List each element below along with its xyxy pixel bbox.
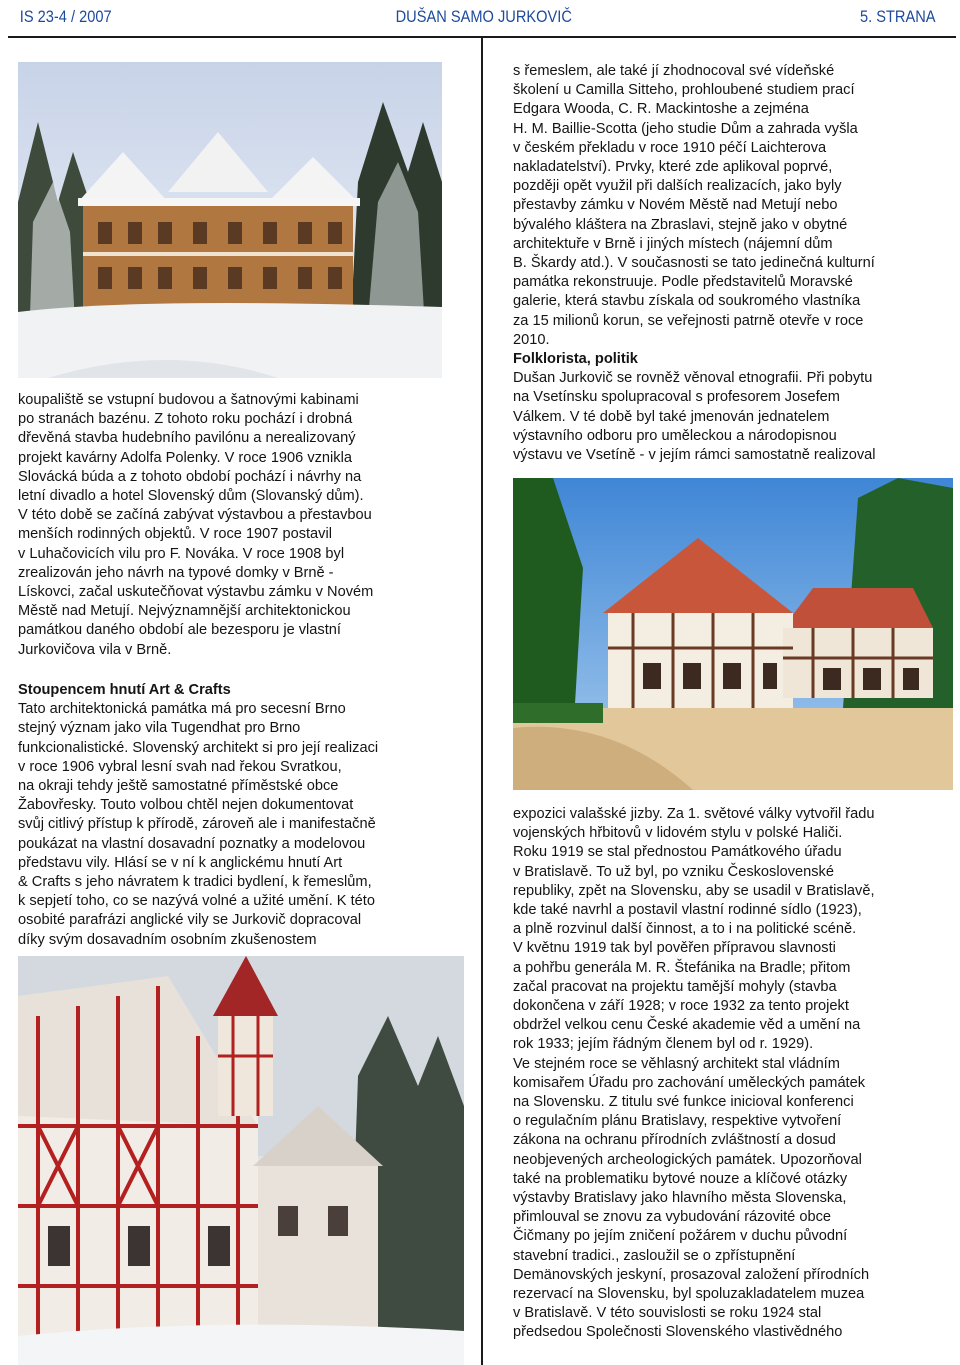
text-line: přestavby zámku v Novém Městě nad Metují nebo xyxy=(513,197,838,214)
left-column-text-b xyxy=(18,681,464,950)
text-line: koupaliště se vstupní budovou a šatnovými kabinami xyxy=(18,392,359,408)
text-line: vojenských hřbitovů v lidovém stylu v polské Haliči. xyxy=(513,825,843,842)
text-line: v roce 1906 vybral lesní svah nad řekou Svratkou, xyxy=(18,758,342,775)
text-line: představu vily. Hlásí se v ní k anglickému hnutí Art xyxy=(18,854,343,871)
text-line: osobité parafrázi anglické vily se Jurkovič dopracoval xyxy=(18,912,362,929)
text-line: Dušan Jurkovič se rovněž věnoval etnografii. Při pobytu xyxy=(513,370,873,387)
text-line: zrealizován jeho návrh na typové domky v Brně - xyxy=(18,564,334,581)
text-line: H. M. Baillie-Scotta (jeho studie Dům a zahrada vyšla xyxy=(513,120,858,137)
text-line: svůj citlivý přístup k přírodě, zároveň ale i manifestačně xyxy=(18,816,376,833)
text-line: v Bratislavě. To už byl, po vzniku Československé xyxy=(513,863,834,880)
text-line: školení u Camilla Sitteho, prohloubené studiem prací xyxy=(513,82,855,99)
photo-timber-house-winter xyxy=(18,956,464,1365)
text-line: po stranách bazénu. Z tohoto roku pochází i drobná xyxy=(18,411,353,428)
photo-summer-villa-icon xyxy=(513,478,953,790)
text-line: na Vsetínsku spolupracoval s profesorem Josefem xyxy=(513,389,840,406)
text-line: v Luhačovicích vilu pro F. Nováka. V roce 1908 byl xyxy=(18,545,345,562)
text-line: galerie, která stavbu získala od soukromého vlastníka xyxy=(513,293,861,310)
photo-winter-villa-icon xyxy=(18,62,442,378)
text-line: výstavu ve Vsetíně - v jejím rámci samostatně realizoval xyxy=(513,447,876,464)
text-line: Válkem. V té době byl také jmenován jednatelem xyxy=(513,408,830,425)
photo-summer-villa xyxy=(513,478,953,790)
text-line: památka rekonstruuje. Podle představitelů Moravské xyxy=(513,274,853,291)
text-line: Edgara Wooda, C. R. Mackintoshe a zejména xyxy=(513,101,809,118)
issue-label: IS 23-4 / 2007 xyxy=(19,7,112,26)
text-line: Roku 1919 se stal přednostou Památkového úřadu xyxy=(513,844,842,861)
text-line: Lískovci, začal uskutečňovat výstavbu zámku v Novém xyxy=(18,584,374,601)
text-line: výstavního odboru pro uměleckou a národopisnou xyxy=(513,427,837,444)
text-line: Žabovřesky. Touto volbou chtěl nejen dokumentovat xyxy=(18,797,354,814)
text-line: nakladatelství). Prvky, které zde aplikoval poprvé, xyxy=(513,159,833,176)
text-line: předsedou Společnosti Slovenského vlastivědného xyxy=(513,1324,843,1341)
column-divider xyxy=(481,37,483,1365)
text-line: 2010. xyxy=(513,331,550,348)
text-line: v Bratislavě. V této souvislosti se roku 1924 stal xyxy=(513,1305,822,1322)
text-line: zákona na ochranu přírodních zvláštností a dosud xyxy=(513,1132,836,1149)
text-line: díky svým dosavadním osobním zkušenostem xyxy=(18,931,317,948)
text-line: neobjevených archeologických památek. Upozorňoval xyxy=(513,1151,862,1168)
text-line: Jurkovičova vila v Brně. xyxy=(18,641,172,658)
text-line: za 15 milionů korun, se veřejnosti patrně otevře v roce xyxy=(513,312,864,329)
photo-winter-villa xyxy=(18,62,442,378)
text-line: k sepjetí toho, co se nazývá volné a užité umění. K této xyxy=(18,893,375,910)
text-line: expozici valašské jizby. Za 1. světové války vytvořil řadu xyxy=(513,806,875,822)
text-line: funkcionalistické. Slovenský architekt si pro její realizaci xyxy=(18,739,379,756)
text-line: rezervací na Slovensku, byl spoluzakladatelem muzea xyxy=(513,1286,865,1303)
right-column-text-a xyxy=(513,62,953,465)
text-line: & Crafts s jeho návratem k tradici bydlení, k řemeslům, xyxy=(18,874,372,891)
text-line: v českém překladu v roce 1910 péčí Laichterova xyxy=(513,139,827,156)
text-line: V této době se začíná zabývat výstavbou a přestavbou xyxy=(18,507,372,524)
text-line: později opět využil při dalších realizacích, jako byly xyxy=(513,178,842,195)
text-line: komisařem Úřadu pro zachování uměleckých památek xyxy=(513,1074,866,1091)
text-line: stavební tradici., zasloužil se o zpřístupnění xyxy=(513,1247,796,1264)
right-column-text-b xyxy=(513,805,953,1343)
text-line: výstavby Bratislavy jako hlavního města Slovenska, xyxy=(513,1190,847,1207)
left-column-text-a xyxy=(18,391,464,660)
section-heading-folklorist: Folklorista, politik xyxy=(513,351,638,368)
page-number: 5. STRANA xyxy=(860,7,936,26)
text-line: rok 1933; jejím řádným členem byl od r. 1929). xyxy=(513,1036,814,1053)
text-line: Slovácká búda a z tohoto období pochází i návrhy na xyxy=(18,468,362,485)
text-line: kde také navrhl a postavil vlastní rodinné sídlo (1923), xyxy=(513,902,862,919)
text-line: dokončena v září 1928; v roce 1932 za tento projekt xyxy=(513,998,849,1015)
text-line: poukázat na vlastní dosavadní poznatky a modelovou xyxy=(18,835,366,852)
text-line: V květnu 1919 tak byl pověřen přípravou slavnosti xyxy=(513,940,836,957)
text-line: s řemeslem, ale také jí zhodnocoval své vídeňské xyxy=(513,63,835,79)
photo-timber-house-winter-icon xyxy=(18,956,464,1365)
text-line: B. Škardy atd.). V současnosti se tato jedinečná kulturní xyxy=(513,255,875,272)
text-line: přimlouval se znovu za vybudování rázovité obce xyxy=(513,1209,831,1226)
page-header xyxy=(0,0,936,34)
text-line: Tato architektonická památka má pro secesní Brno xyxy=(18,701,346,718)
text-line: a plně rozvinul další činnost, a to i na politické scéně. xyxy=(513,921,857,938)
text-line: dřevěná stavba hudebního pavilónu a nerealizovaný xyxy=(18,430,356,447)
text-line: začal pracovat na projektu tamější mohyly (stavba xyxy=(513,978,837,995)
text-line: bývalého kláštera na Zbraslavi, stejně jako v obytné xyxy=(513,216,848,233)
text-line: stejný význam jako vila Tugendhat pro Brno xyxy=(18,720,301,737)
text-line: letní divadlo a hotel Slovenský dům (Slovanský dům). xyxy=(18,488,364,505)
text-line: památkou daného období ale bezesporu je vlastní xyxy=(18,622,341,639)
text-line: projekt kavárny Adolfa Polenky. V roce 1906 vznikla xyxy=(18,449,352,466)
text-line: Demänovských jeskyní, prosazoval založení přírodních xyxy=(513,1266,870,1283)
text-line: také na problematiku bytové nouze a klíčové otázky xyxy=(513,1170,848,1187)
article-title: DUŠAN SAMO JURKOVIČ xyxy=(395,7,572,26)
text-line: menších rodinných objektů. V roce 1907 postavil xyxy=(18,526,332,543)
text-line: na Slovensku. Z titulu své funkce inicioval konferenci xyxy=(513,1094,854,1111)
text-line: o regulačním plánu Bratislavy, respektive vytvoření xyxy=(513,1113,842,1130)
text-line: obdržel velkou cenu České akademie věd a umění na xyxy=(513,1017,861,1034)
text-line: Městě nad Metují. Nejvýznamnější architektonickou xyxy=(18,603,351,620)
text-line: Čičmany po jejím zničení požárem v duchu původní xyxy=(513,1228,848,1245)
text-line: na okraji tehdy ještě samostatné příměstské obce xyxy=(18,778,339,795)
text-line: a pohřbu generála M. R. Štefánika na Bradle; přitom xyxy=(513,959,851,976)
text-line: republiky, zpět na Slovensku, aby se usadil v Bratislavě, xyxy=(513,882,875,899)
section-heading-art-crafts: Stoupencem hnutí Art & Crafts xyxy=(18,682,231,698)
text-line: Ve stejném roce se věhlasný architekt stal vládním xyxy=(513,1055,840,1072)
text-line: architektuře v Brně i jiných místech (nájemní dům xyxy=(513,235,833,252)
